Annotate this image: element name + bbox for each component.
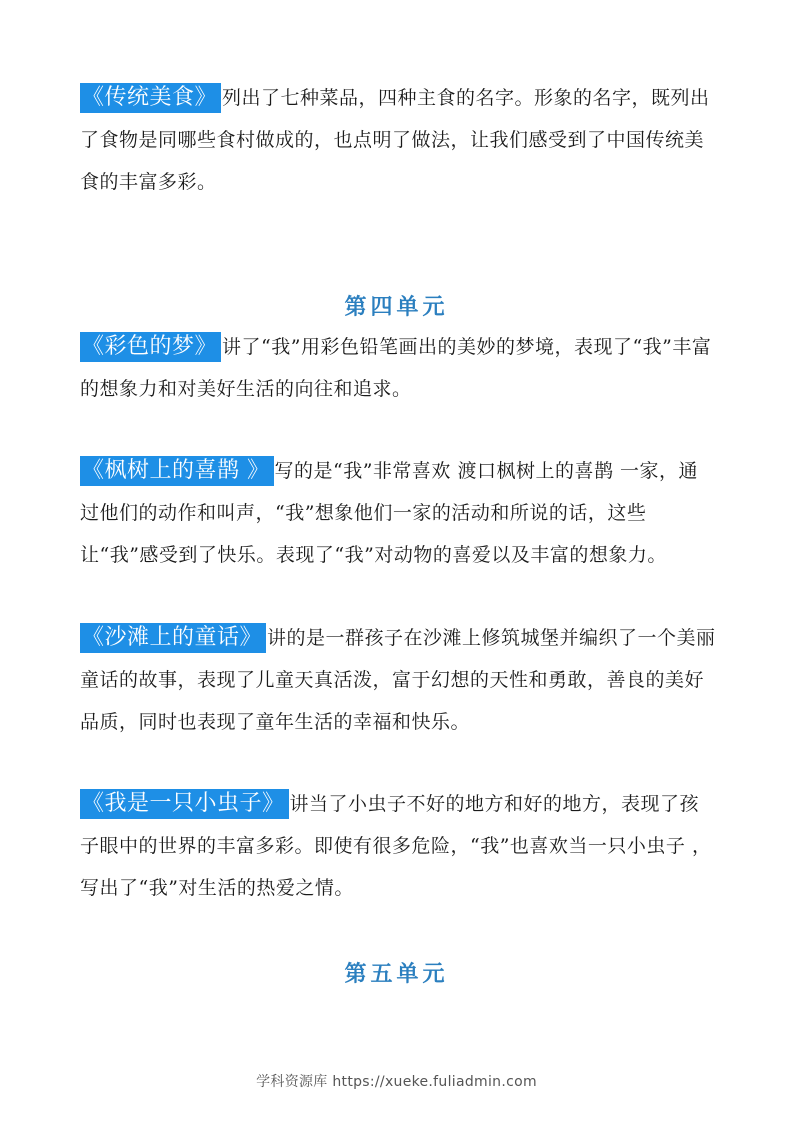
paragraph-magpies (80, 450, 716, 576)
title-highlight: 《传统美食》 (80, 83, 221, 113)
paragraph-beach-fairy-tale (80, 617, 716, 743)
paragraph-little-bug (80, 783, 716, 909)
title-highlight: 《枫树上的喜鹊 》 (80, 456, 274, 486)
paragraph-text: 写的是“我”非常喜欢 渡口枫树上的喜鹊 一家，通过他们的动作和叫声，“我”想象他们一家的活动和所说的话，这些让“我”感受到了快乐。表现了“我”对动物的喜爱以及丰富的想象力。 (80, 460, 699, 566)
paragraph-traditional-food (80, 77, 716, 203)
title-highlight: 《我是一只小虫子》 (80, 789, 289, 819)
footer-source: 学科资源库 https://xueke.fuliadmin.com (256, 1074, 537, 1090)
paragraph-text: 讲了“我”用彩色铅笔画出的美妙的梦境，表现了“我”丰富的想象力和对美好生活的向往和追求。 (80, 336, 712, 400)
paragraph-text: 讲的是一群孩子在沙滩上修筑城堡并编织了一个美丽童话的故事，表现了儿童天真活泼，富于幻想的天性和勇敢，善良的美好品质，同时也表现了童年生活的幸福和快乐。 (80, 627, 716, 733)
title-highlight: 《沙滩上的童话》 (80, 623, 266, 653)
paragraph-text: 讲当了小虫子不好的地方和好的地方，表现了孩子眼中的世界的丰富多彩。即使有很多危险，“我”也喜欢当一只小虫子 ，写出了“我”对生活的热爱之情。 (80, 793, 712, 899)
title-highlight: 《彩色的梦》 (80, 332, 221, 362)
paragraph-text: 列出了七种菜品，四种主食的名字。形象的名字，既列出了食物是同哪些食村做成的，也点明了做法，让我们感受到了中国传统美食的丰富多彩。 (80, 87, 710, 193)
unit-4-heading: 第四单元 (344, 295, 449, 320)
unit-5-heading: 第五单元 (344, 962, 449, 987)
paragraph-colorful-dream (80, 326, 716, 410)
